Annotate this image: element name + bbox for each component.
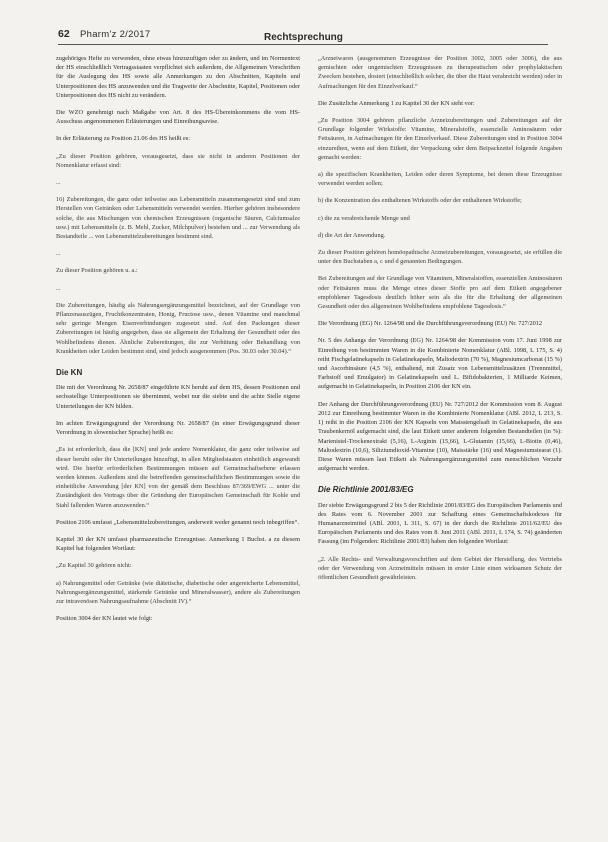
quoted-paragraph: ...	[56, 284, 61, 292]
section-title: Rechtsprechung	[260, 32, 347, 43]
quoted-paragraph: a) Nahrungsmittel oder Getränke (wie diätetische, diabetische oder angereicherte Lebensmittel, Nahrungsergänzungsmittel, stärkende Getränke und Mineralwasser), andere als Zubereitungen zur intravenösen Nahrungsaufnahme (Abschnitt IV).“	[56, 579, 300, 605]
journal-title: Pharm'z 2/2017	[80, 29, 151, 40]
quoted-paragraph: d) die Art der Anwendung.	[318, 231, 386, 239]
quoted-paragraph: „2. Alle Rechts- und Verwaltungsvorschriften auf dem Gebiet der Herstellung, des Vertriebs oder der Verwendung von Arzneimitteln müssen in erster Linie einen wirksamen Schutz der öffentlichen Gesundheit gewährleisten.	[318, 555, 562, 581]
quoted-paragraph: „Zu Position 3004 gehören pflanzliche Arzneizubereitungen und Zubereitungen auf der Grundlage folgender Wirkstoffe: Vitamine, Mineralstoffe, essenzielle Aminosäuren oder Fettsäuren, in Aufmachungen für den Einzelverkauf. Diese Zubereitungen sind in Position 3004 einzureihen, wenn auf dem Etikett, der Verpackung oder dem Beipackzettel folgende Angaben gemacht werden:	[318, 117, 562, 161]
paragraph: Nr. 5 des Anhangs der Verordnung (EG) Nr. 1264/98 der Kommission vom 17. Juni 1998 zur Einreihung von bestimmten Waren in die Kombinierte Nomenklatur (ABl. 1998, L 175, S. 4) reiht Fischgelatinekapseln in Gelatinekapseln, Maltodextrin (70 %), Magnesiumcarbonat (15 %) und Ascorbinsäure (4,5 %), enthaltend, mit Zusatz von Lebensmittelzusätzen (Trennmittel, Farbstoff und Emulgator) in Gelatinekapseln und L. Bifidobakterien, 1 Milliarde Keimen, aufgemacht in Gelatinekapseln, in Position 2106 der KN ein.	[318, 337, 562, 391]
quoted-paragraph: ...	[56, 250, 61, 258]
paragraph: Die WZO genehmigt nach Maßgabe von Art. 8 des HS-Übereinkommens die vom HS-Ausschuss angenommenen Erläuterungen und Einreihungsavise.	[56, 109, 300, 126]
quoted-paragraph: „Arzneiwaren (ausgenommen Erzeugnisse der Position 3002, 3005 oder 3006), die aus gemischten oder ungemischten Erzeugnissen zu therapeutischen oder prophylaktischen Zwecken bestehen, dosiert (einschließlich solcher, die über die Haut verabreicht werden) oder in Aufmachungen für den Einzelverkauf.“	[318, 55, 562, 90]
paragraph: Die Verordnung (EG) Nr. 1264/98 und die Durchführungsverordnung (EU) Nr. 727/2012	[318, 320, 543, 328]
quoted-paragraph: ...	[56, 179, 61, 187]
quoted-paragraph: „Zu Kapitel 30 gehören nicht:	[56, 562, 132, 570]
right-column	[318, 54, 562, 590]
quoted-paragraph: 16) Zubereitungen, die ganz oder teilweise aus Lebensmitteln zusammengesetzt sind und zum Herstellen von Getränken oder Lebensmitteln verwendet werden. Hierher gehören insbesondere solche, die aus Mischungen von chemischen Erzeugnissen (organische Säuren, Calciumsalze usw.) mit Lebensmitteln (z. B. Mehl, Zucker, Milchpulver) bestehen und ... zur Verwendung als Bestandteile ... von Lebensmittelzubereitungen bestimmt sind.	[56, 196, 300, 241]
quoted-paragraph: „Zu dieser Position gehören, vorausgesetzt, dass sie nicht in anderen Positionen der Nomenklatur erfasst sind:	[56, 152, 300, 169]
paragraph: Der siebte Erwägungsgrund 2 bis 5 der Richtlinie 2001/83/EG des Europäischen Parlaments und des Rates vom 6. November 2001 zur Schaffung eines Gemeinschaftskodexes für Humanarzneimittel (ABl. 2001, L 311, S. 67) in der durch die Richtlinie 2011/62/EU des Europäischen Parlaments und des Rates vom 8. Juni 2011 (ABl. 2011, L 174, S. 74) geänderten Fassung (im Folgenden: Richtlinie 2001/83) haben den folgenden Wortlaut:	[318, 501, 562, 546]
quoted-paragraph: b) die Konzentration des enthaltenen Wirkstoffs oder der enthaltenen Wirkstoffe;	[318, 197, 522, 205]
header-rule	[58, 44, 548, 45]
left-column	[56, 54, 300, 631]
quoted-paragraph: Zu dieser Position gehören u. a.:	[56, 267, 138, 275]
paragraph: Kapitel 30 der KN umfasst pharmazeutische Erzeugnisse. Anmerkung 1 Buchst. a zu diesem Kapitel hat folgenden Wortlaut:	[56, 535, 300, 553]
paragraph: Position 2106 umfasst „Lebensmittelzubereitungen, anderweit weder genannt noch inbegriffen“.	[56, 518, 299, 526]
paragraph: In der Erläuterung zu Position 21.06 des HS heißt es:	[56, 135, 190, 143]
page-header	[58, 28, 548, 48]
paragraph: Die Zusätzliche Anmerkung 1 zu Kapitel 30 der KN sieht vor:	[318, 99, 475, 107]
paragraph: Der Anhang der Durchführungsverordnung (EU) Nr. 727/2012 der Kommission vom 8. August 2012 zur Einreihung bestimmter Waren in die Kombinierte Nomenklatur (ABl. 2012, L 213, S. 1) reiht in die Position 2106 der KN Kapseln von Maisstengelsaft in Gelatinekapseln, die aus Traubenkernöl aufgemacht sind, die laut Etikett unter anderem folgenden Bestandteilen (in %): Marienistel-Trockenextrakt (5,16), L-Arginin (15,66), L-Glutamin (15,66), L-Biotin (0,46), Maltodextrin (10,6), Siliziumdioxid-Vitamine (10), Maisstärke (16) und Magnesiumstearat (1). Diese Waren müssen laut Etikett als Nahrungsergänzungsmittel zum menschlichen Verzehr aufgemacht werden.	[318, 400, 562, 473]
quoted-paragraph: a) die spezifischen Krankheiten, Leiden oder deren Symptome, bei denen diese Erzeugnisse verwendet werden sollen;	[318, 171, 562, 188]
section-heading: Die KN	[56, 368, 83, 378]
quoted-paragraph: „Es ist erforderlich, dass die [KN] und jede andere Nomenklatur, die ganz oder teilweise auf dieser beruht oder ihr Unterteilungen hinzufügt, in allen Mitgliedstaaten einheitlich angewandt wird. Die hierfür erforderlichen Bestimmungen müssen auf Gemeinschaftsebene erlassen werden können. Außerdem sind die betreffenden gemeinschaftlichen Bestimmungen sowie die einheitliche Anwendung [der KN] von der gemäß dem Beschluss 87/369/EWG ... unter die Zuständigkeit des Vertrags über die Gründung der Europäischen Gemeinschaft für Kohle und Stahl fallenden Waren anzuwenden.“	[56, 446, 300, 509]
quoted-paragraph: c) die zu verabreichende Menge und	[318, 214, 410, 222]
paragraph: zugehöriges Hefte zu verwenden, ohne etwas hinzuzufügen oder zu ändern, und im Normentext der HS einschließlich Vertragsstaaten verpflichtet sich außerdem, die Allgemeinen Vorschriften für die Auslegung des HS sowie alle Anmerkungen zu den Abschnitten, Kapiteln und Unterpositionen des HS anzuwenden und die Tragweite der Abschnitte, Kapitel, Positionen oder Unterpositionen des HS nicht zu verändern.	[56, 55, 300, 99]
page-number: 62	[58, 28, 70, 40]
quoted-paragraph: Zu dieser Position gehören homöopathische Arzneizubereitungen, vorausgesetzt, sie erfüllen die unter den Buchstaben a, c und d genannten Bedingungen.	[318, 249, 562, 266]
quoted-paragraph: Bei Zubereitungen auf der Grundlage von Vitaminen, Mineralstoffen, essenziellen Aminosäuren oder Fettsäuren muss die Menge eines dieser Stoffe pro auf dem Etikett angegebener empfohlener Tagesdosis deutlich höher sein als die für die Erhaltung der allgemeinen Gesundheit oder des allgemeinen Wohlbefindens empfohlene Tagesdosis.“	[318, 275, 562, 311]
paragraph: Die mit der Verordnung Nr. 2658/87 eingeführte KN beruht auf dem HS, dessen Positionen und sechsstellige Unterpositionen sie übernimmt, wobei nur die siebte und die achte Stelle eigene Unterteilungen der KN bilden.	[56, 384, 300, 410]
quoted-paragraph: Die Zubereitungen, häufig als Nahrungsergänzungsmittel bezeichnet, auf der Grundlage von Pflanzenauszügen, Fruchtkonzentraten, Honig, Fructose usw., denen Vitamine und manchmal sehr geringe Mengen Eisenverbindungen zugesetzt sind. Auf den Packungen dieser Zubereitungen ist häufig angegeben, dass sie allgemein der Erhaltung der Gesundheit oder des Wohlbefindens dienen. Ähnliche Zubereitungen, die zur Verhütung oder Behandlung von Krankheiten oder Leiden bestimmt sind, sind jedoch ausgenommen (Pos. 30.03 oder 30.04).“	[56, 301, 300, 355]
paragraph: Position 3004 der KN lautet wie folgt:	[56, 615, 153, 623]
section-heading: Die Richtlinie 2001/83/EG	[318, 485, 414, 495]
paragraph: Im achten Erwägungsgrund der Verordnung Nr. 2658/87 (in einer Erwägungsgrund dieser Verordnung in slowenischer Sprache) heißt es:	[56, 419, 300, 437]
